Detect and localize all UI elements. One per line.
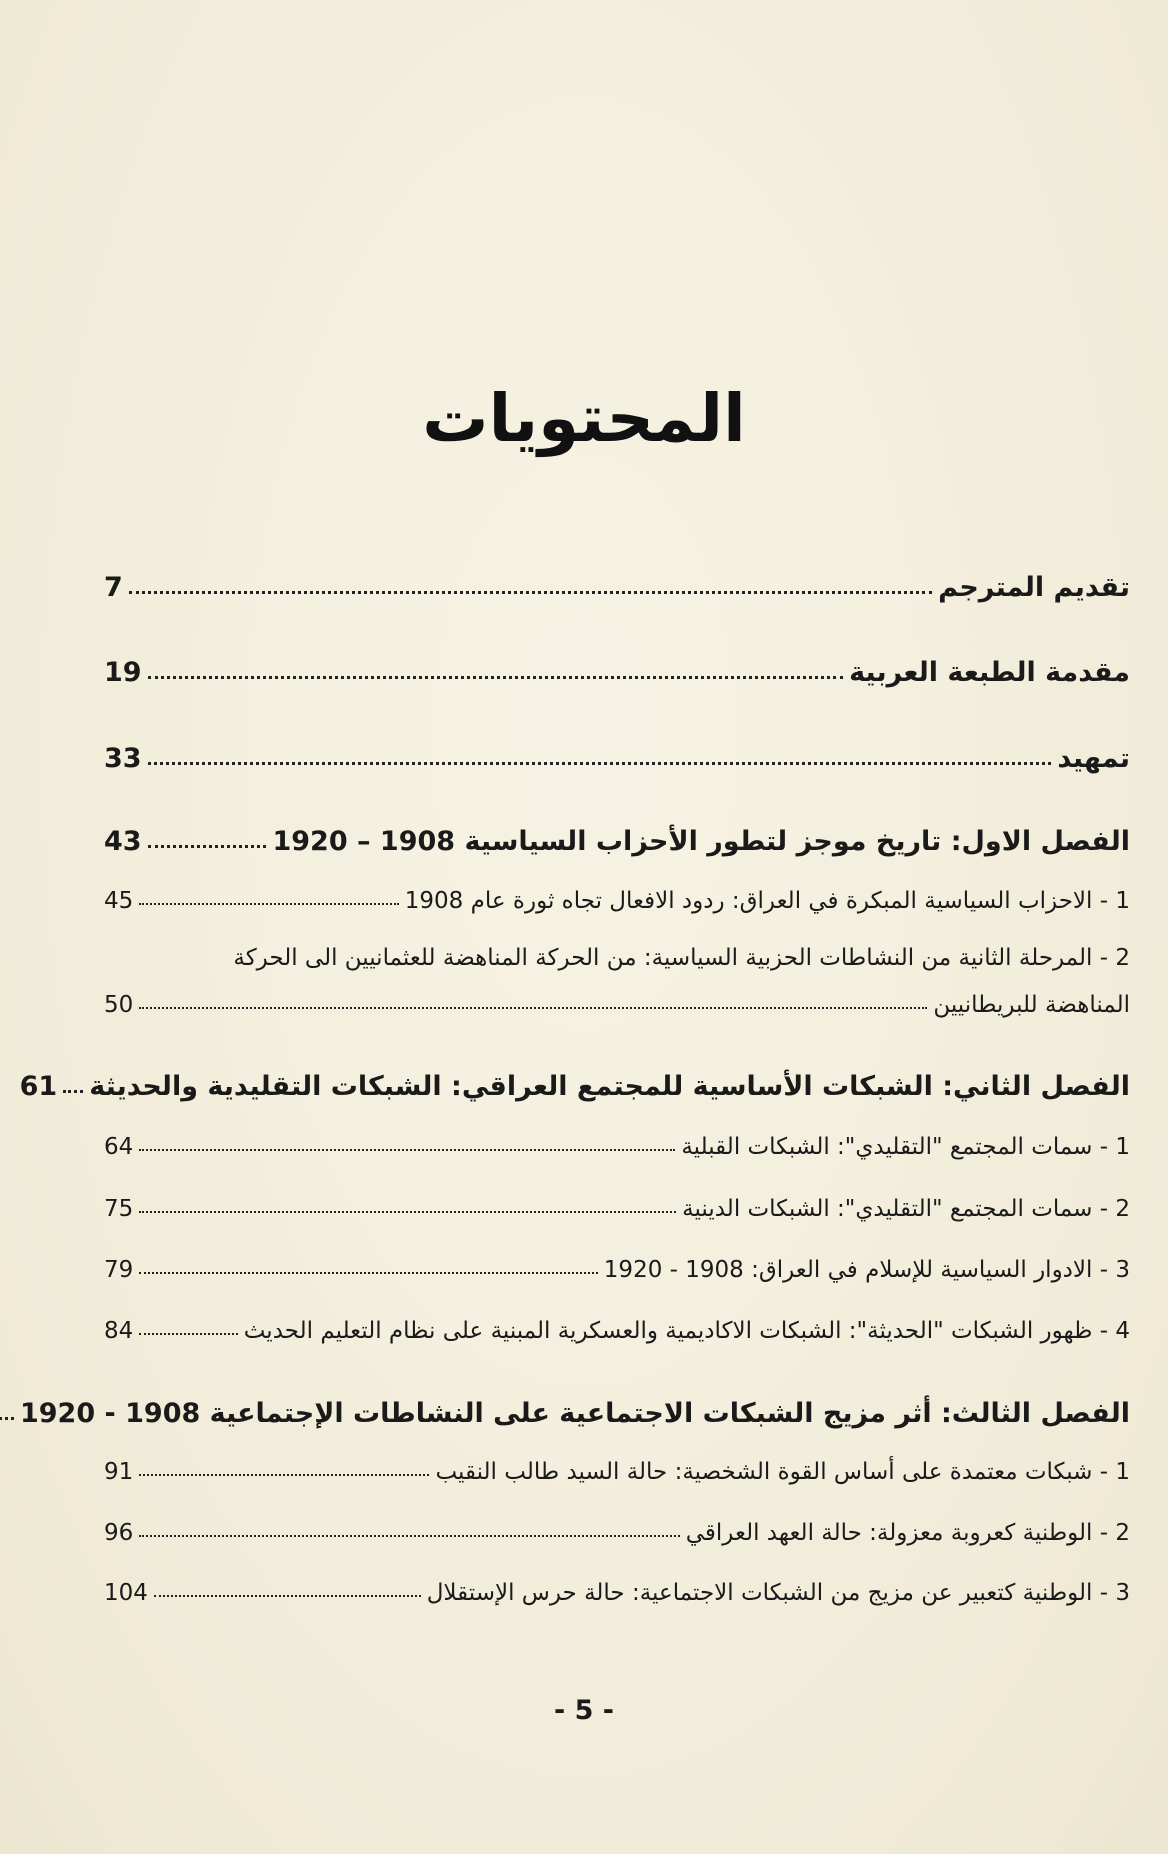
dot-leader bbox=[139, 1149, 675, 1151]
toc-entry-title: تمهيد bbox=[1057, 743, 1130, 774]
toc-entry-title: الفصل الاول: تاريخ موجز لتطور الأحزاب السياسية 1908 – 1920 bbox=[272, 826, 1130, 857]
dot-leader bbox=[154, 1595, 421, 1597]
page-number: - 5 - bbox=[554, 1695, 614, 1726]
toc-entry-title: الفصل الثالث: أثر مزيج الشبكات الاجتماعية على النشاطات الإجتماعية 1908 - 1920 bbox=[19, 1398, 1130, 1429]
toc-entry-title: 3 - الادوار السياسية للإسلام في العراق: 1908 - 1920 bbox=[603, 1257, 1130, 1283]
toc-entry-title-line1: 2 - المرحلة الثانية من النشاطات الحزبية السياسية: من الحركة المناهضة للعثمانيين الى الحركة bbox=[233, 945, 1130, 971]
toc-entry-title: تقديم المترجم bbox=[938, 572, 1130, 603]
toc-entry-page: 96 bbox=[104, 1520, 134, 1546]
toc-entry-page: 91 bbox=[104, 1459, 134, 1485]
toc-entry-title: مقدمة الطبعة العربية bbox=[849, 657, 1130, 688]
toc-entry-page: 75 bbox=[104, 1196, 134, 1222]
toc-chapter-heading bbox=[104, 826, 1130, 857]
dot-leader bbox=[148, 845, 267, 848]
dot-leader bbox=[139, 1007, 927, 1009]
toc-entry-title: 2 - الوطنية كعروبة معزولة: حالة العهد العراقي bbox=[685, 1520, 1130, 1546]
toc-entry-page: 45 bbox=[104, 888, 134, 914]
toc-entry-page: 61 bbox=[19, 1071, 58, 1102]
dot-leader bbox=[129, 591, 932, 594]
toc-entry bbox=[104, 1459, 1130, 1485]
toc-entry-title: 1 - الاحزاب السياسية المبكرة في العراق: ردود الافعال تجاه ثورة عام 1908 bbox=[404, 888, 1130, 914]
toc-entry-title: 2 - سمات المجتمع "التقليدي": الشبكات الدينية bbox=[682, 1196, 1130, 1222]
dot-leader bbox=[139, 903, 398, 905]
toc-chapter-heading bbox=[19, 1398, 1130, 1429]
toc-entry-page: 104 bbox=[104, 1580, 148, 1606]
page-title: المحتويات bbox=[422, 380, 746, 457]
toc-entry-page: 19 bbox=[104, 657, 142, 688]
toc-entry bbox=[104, 1134, 1130, 1160]
toc-entry-title: الفصل الثاني: الشبكات الأساسية للمجتمع العراقي: الشبكات التقليدية والحديثة bbox=[89, 1071, 1130, 1102]
dot-leader bbox=[139, 1535, 679, 1537]
toc-entry-page: 7 bbox=[104, 572, 123, 603]
toc-entry bbox=[104, 1580, 1130, 1606]
toc-entry-title: 1 - شبكات معتمدة على أساس القوة الشخصية: حالة السيد طالب النقيب bbox=[435, 1459, 1130, 1485]
toc-entry bbox=[104, 743, 1130, 774]
toc-entry bbox=[104, 992, 1130, 1018]
dot-leader bbox=[0, 1417, 14, 1420]
toc-entry bbox=[104, 1318, 1130, 1344]
toc-entry-title: 3 - الوطنية كتعبير عن مزيج من الشبكات الاجتماعية: حالة حرس الإستقلال bbox=[426, 1580, 1130, 1606]
dot-leader bbox=[139, 1211, 676, 1213]
toc-entry-page: 33 bbox=[104, 743, 142, 774]
toc-entry bbox=[104, 1257, 1130, 1283]
toc-entry-title: المناهضة للبريطانيين bbox=[933, 992, 1130, 1018]
dot-leader bbox=[63, 1090, 83, 1093]
dot-leader bbox=[148, 762, 1052, 765]
dot-leader bbox=[139, 1333, 237, 1335]
toc-entry bbox=[104, 888, 1130, 914]
dot-leader bbox=[139, 1272, 598, 1274]
toc-entry-title: 4 - ظهور الشبكات "الحديثة": الشبكات الاكاديمية والعسكرية المبنية على نظام التعليم الحديث bbox=[243, 1318, 1130, 1344]
toc-entry bbox=[104, 1196, 1130, 1222]
toc-entry-page: 64 bbox=[104, 1134, 134, 1160]
toc-chapter-heading bbox=[19, 1071, 1130, 1102]
toc-entry bbox=[104, 657, 1130, 688]
dot-leader bbox=[139, 1474, 429, 1476]
toc-entry-page: 84 bbox=[104, 1318, 134, 1344]
toc-entry-title: 1 - سمات المجتمع "التقليدي": الشبكات القبلية bbox=[681, 1134, 1130, 1160]
toc-entry bbox=[104, 1520, 1130, 1546]
toc-entry-page: 79 bbox=[104, 1257, 134, 1283]
toc-entry bbox=[104, 572, 1130, 603]
dot-leader bbox=[148, 676, 843, 679]
toc-entry-page: 50 bbox=[104, 992, 134, 1018]
toc-entry-page: 43 bbox=[104, 826, 142, 857]
